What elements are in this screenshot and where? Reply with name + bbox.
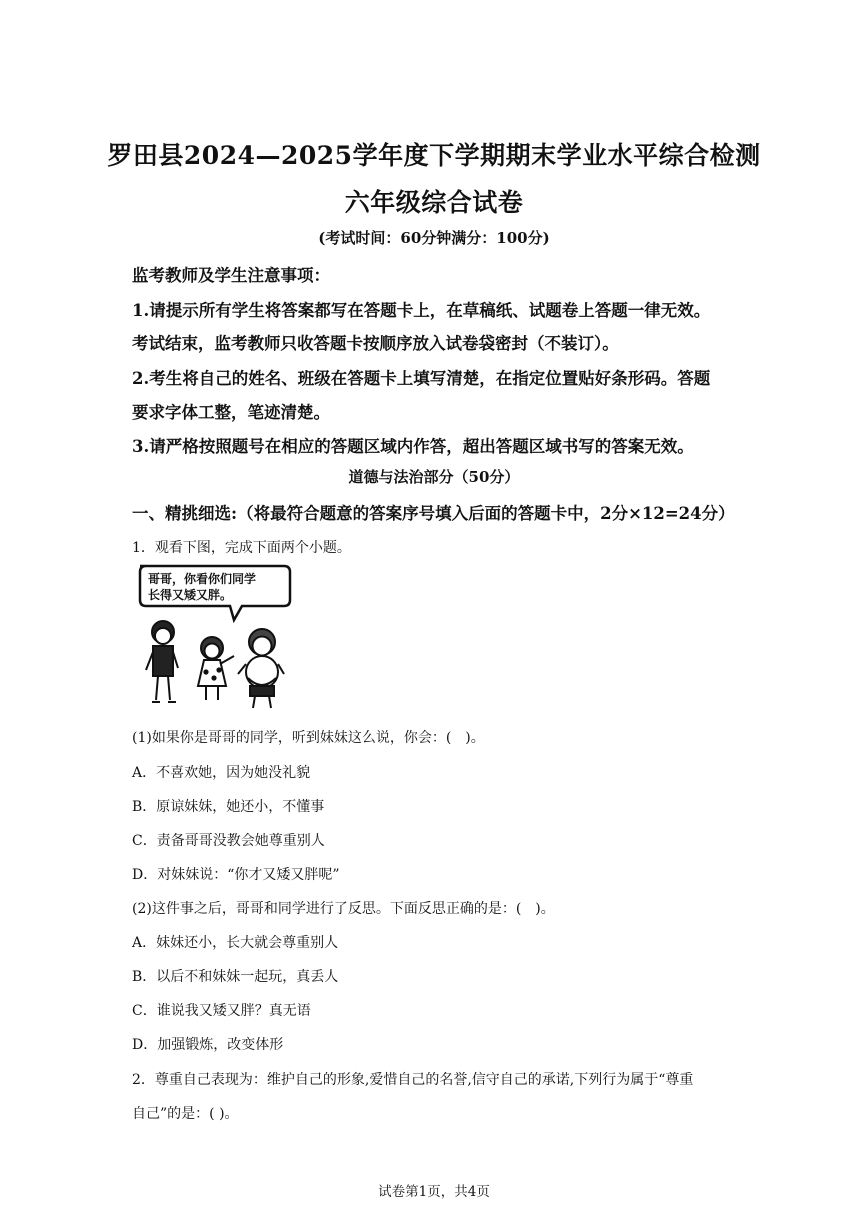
q1-sub1-option-c: C．责备哥哥没教会她尊重别人: [132, 833, 325, 849]
q1-sub2-option-c: C．谁说我又矮又胖？真无语: [132, 1003, 311, 1019]
classmate-figure: [238, 629, 284, 708]
notice-item-3: 3.请严格按照题号在相应的答题区域内作答，超出答题区域书写的答案无效。: [132, 437, 694, 456]
notice-heading: 监考教师及学生注意事项：: [132, 266, 330, 285]
notice-item-2b: 要求字体工整，笔迹清楚。: [132, 403, 330, 422]
page-footer: 试卷第1页，共4页: [378, 1184, 490, 1200]
q1-sub2-option-d: D．加强锻炼，改变体形: [132, 1037, 284, 1053]
bubble-text-2: 长得又矮又胖。: [148, 588, 233, 602]
q1-sub2-stem: (2)这件事之后，哥哥和同学进行了反思。下面反思正确的是：( )。: [132, 901, 555, 917]
cartoon-image: [134, 560, 294, 716]
exam-info: (考试时间：60分钟满分：100分): [318, 229, 550, 247]
q1-sub2-option-b: B．以后不和妹妹一起玩，真丢人: [132, 969, 339, 985]
exam-title: 罗田县2024—2025学年度下学期期末学业水平综合检测: [107, 141, 761, 170]
notice-item-1a: 1.请提示所有学生将答案都写在答题卡上，在草稿纸、试题卷上答题一律无效。: [132, 301, 711, 320]
girl-figure: [198, 637, 234, 700]
notice-item-1b: 考试结束，监考教师只收答题卡按顺序放入试卷袋密封（不装订）。: [132, 334, 619, 353]
part1-heading: 一、精挑细选:（将最符合题意的答案序号填入后面的答题卡中，2分×12=24分）: [132, 504, 735, 523]
bubble-text-1: 哥哥，你看你们同学: [148, 572, 257, 586]
q2-stem-line2: 自己”的是：( )。: [132, 1106, 239, 1122]
q1-stem: 1．观看下图，完成下面两个小题。: [132, 540, 351, 556]
boy-figure: [146, 621, 178, 702]
section-title: 道德与法治部分（50分）: [348, 468, 520, 486]
q2-stem-line1: 2．尊重自己表现为：维护自己的形象,爱惜自己的名誉,信守自己的承诺,下列行为属于“尊重: [132, 1072, 694, 1088]
q1-sub1-option-b: B．原谅妹妹，她还小，不懂事: [132, 799, 325, 815]
exam-subtitle: 六年级综合试卷: [344, 188, 524, 217]
q1-sub1-option-d: D．对妹妹说：“你才又矮又胖呢”: [132, 867, 340, 883]
notice-item-2a: 2.考生将自己的姓名、班级在答题卡上填写清楚，在指定位置贴好条形码。答题: [132, 369, 711, 388]
q1-sub2-option-a: A．妹妹还小，长大就会尊重别人: [132, 935, 339, 951]
q1-sub1-stem: (1)如果你是哥哥的同学，听到妹妹这么说，你会：( )。: [132, 730, 485, 746]
q1-sub1-option-a: A．不喜欢她，因为她没礼貌: [132, 765, 311, 781]
